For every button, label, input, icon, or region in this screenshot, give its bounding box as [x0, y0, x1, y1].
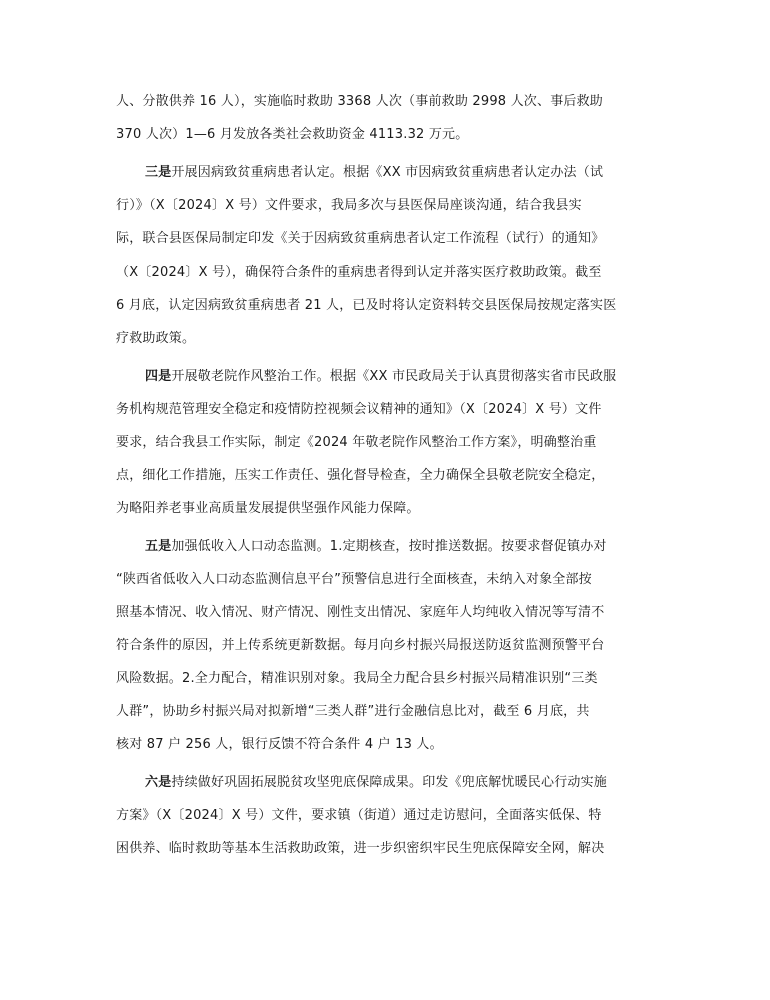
- paragraph-4-first-line: [145, 368, 616, 386]
- text-line: 人群”，协助乡村振兴局对拟新增“三类人群”进行金融信息比对，截至 6 月底，共: [116, 704, 590, 719]
- text-line: 核对 87 户 256 人，银行反馈不符合条件 4 户 13 人。: [116, 737, 443, 752]
- text-line: 符合条件的原因，并上传系统更新数据。每月向乡村振兴局报送防返贫监测预警平台: [116, 638, 605, 653]
- text-line: （X〔2024〕X 号），确保符合条件的重病患者得到认定并落实医疗救助政策。截至: [116, 265, 602, 280]
- paragraph-lead: 四是: [145, 369, 172, 384]
- paragraph-lead: 六是: [145, 775, 172, 790]
- text-line: 务机构规范管理安全稳定和疫情防控视频会议精神的通知》（X〔2024〕X 号）文件: [116, 402, 602, 417]
- text-line: 人、分散供养 16 人），实施临时救助 3368 人次（事前救助 2998 人次、事后救助: [116, 94, 604, 109]
- text-line: 方案》（X〔2024〕X 号）文件，要求镇（街道）通过走访慰问，全面落实低保、特: [116, 808, 602, 823]
- text-line: 开展敬老院作风整治工作。根据《XX 市民政局关于认真贯彻落实省市民政服: [171, 369, 617, 384]
- text-line: 困供养、临时救助等基本生活救助政策，进一步织密织牢民生兜底保障安全网，解决: [116, 841, 605, 856]
- text-line: 要求，结合我县工作实际，制定《2024 年敬老院作风整治工作方案》，明确整治重: [116, 435, 597, 450]
- paragraph-5-first-line: [145, 538, 607, 556]
- paragraph-6-first-line: [145, 774, 607, 792]
- paragraph-lead: 三是: [145, 165, 172, 180]
- text-line: 际，联合县医保局制定印发《关于因病致贫重病患者认定工作流程（试行）的通知》: [116, 231, 605, 246]
- text-line: 加强低收入人口动态监测。1.定期核查，按时推送数据。按要求督促镇办对: [171, 539, 607, 554]
- text-line: “陕西省低收入人口动态监测信息平台”预警信息进行全面核查，未纳入对象全部按: [116, 572, 592, 587]
- text-line: 疗救助政策。: [116, 331, 196, 346]
- text-line: 风险数据。2.全力配合，精准识别对象。我局全力配合县乡村振兴局精准识别“三类: [116, 671, 598, 686]
- text-line: 6 月底，认定因病致贫重病患者 21 人，已及时将认定资料转交县医保局按规定落实医: [116, 298, 617, 313]
- text-line: 持续做好巩固拓展脱贫攻坚兜底保障成果。印发《兜底解忧暖民心行动实施: [171, 775, 608, 790]
- text-line: 照基本情况、收入情况、财产情况、刚性支出情况、家庭年人均纯收入情况等写清不: [116, 605, 605, 620]
- paragraph-3-first-line: [145, 164, 603, 182]
- paragraph-lead: 五是: [145, 539, 172, 554]
- text-line: 开展因病致贫重病患者认定。根据《XX 市因病致贫重病患者认定办法（试: [171, 165, 604, 180]
- text-line: 行）》（X〔2024〕X 号）文件要求，我局多次与县医保局座谈沟通，结合我县实: [116, 198, 582, 213]
- text-line: 点，细化工作措施，压实工作责任、强化督导检查，全力确保全县敬老院安全稳定，: [116, 468, 605, 483]
- text-line: 370 人次）1—6 月发放各类社会救助资金 4113.32 万元。: [116, 127, 469, 142]
- text-line: 为略阳养老事业高质量发展提供坚强作风能力保障。: [116, 501, 420, 516]
